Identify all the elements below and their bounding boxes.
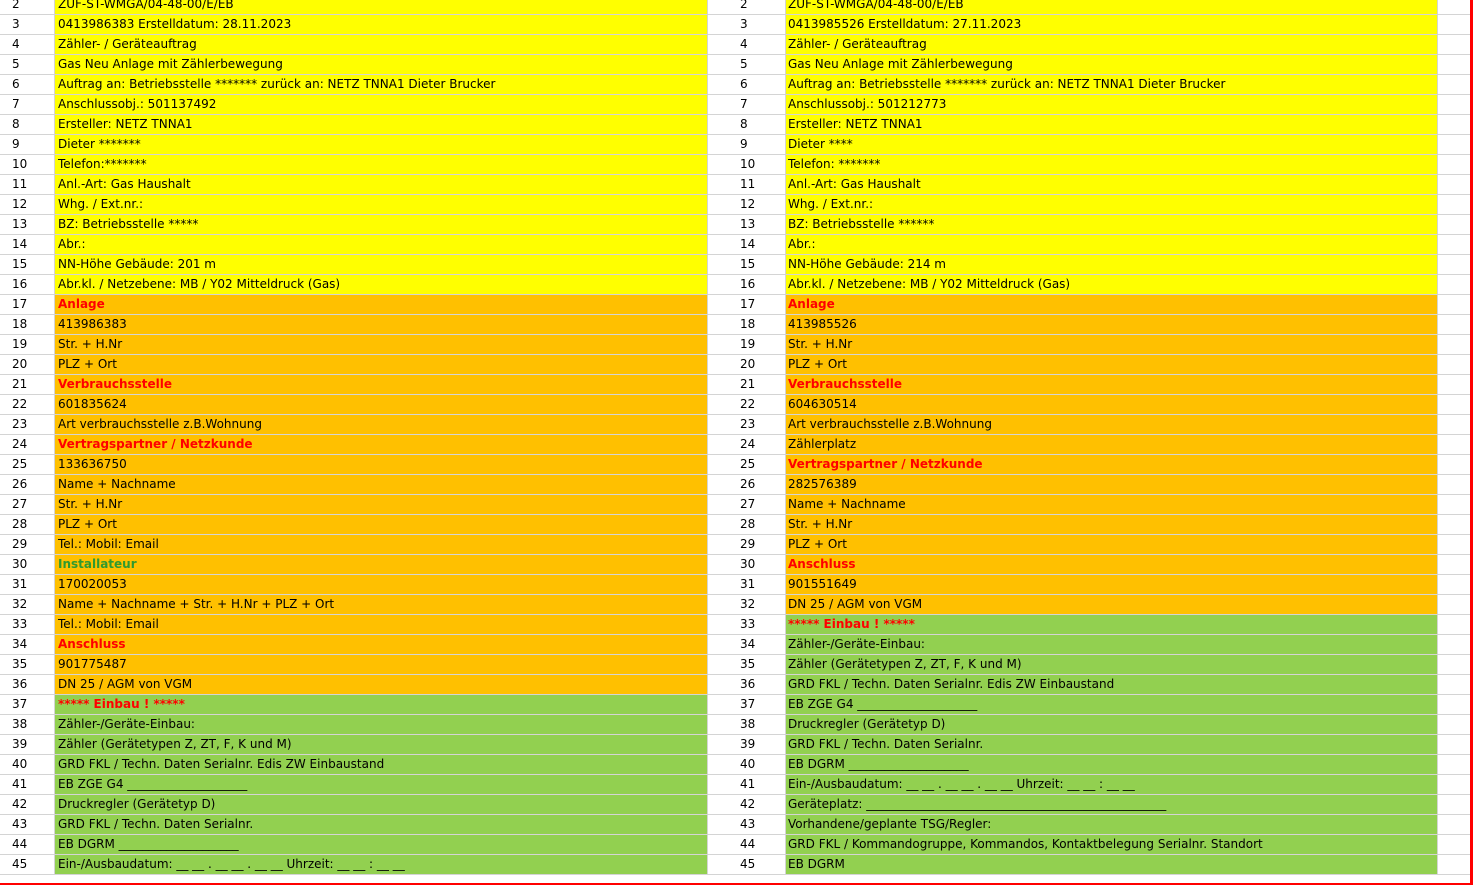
row-number-cell-left[interactable]: 27 xyxy=(0,495,55,515)
table-row xyxy=(0,15,1473,35)
text-cell-right[interactable]: Auftrag an: Betriebsstelle ******* zurück an: NETZ TNNA1 Dieter Brucker xyxy=(786,75,1438,95)
row-number-cell-left[interactable]: 23 xyxy=(0,415,55,435)
row-number-cell-right[interactable]: 4 xyxy=(708,35,786,55)
text-cell-right[interactable]: Anschluss xyxy=(786,555,1438,575)
table-row xyxy=(0,435,1473,455)
text-cell-right[interactable]: Zähler (Gerätetypen Z, ZT, F, K und M) xyxy=(786,655,1438,675)
text-cell-right[interactable]: Art verbrauchsstelle z.B.Wohnung xyxy=(786,415,1438,435)
table-row xyxy=(0,295,1473,315)
text-cell-left[interactable]: Abr.kl. / Netzebene: MB / Y02 Mitteldruck (Gas) xyxy=(55,275,708,295)
row-number-cell-right[interactable]: 44 xyxy=(708,835,786,855)
row-number-cell-right[interactable]: 37 xyxy=(708,695,786,715)
empty-cell[interactable] xyxy=(1438,435,1473,455)
row-number-cell-left[interactable]: 12 xyxy=(0,195,55,215)
table-row xyxy=(0,135,1473,155)
text-cell-right[interactable]: Anschlussobj.: 501212773 xyxy=(786,95,1438,115)
text-cell-right[interactable]: Dieter **** xyxy=(786,135,1438,155)
empty-cell[interactable] xyxy=(1438,195,1473,215)
row-number-cell-left[interactable]: 5 xyxy=(0,55,55,75)
text-cell-left[interactable]: Zähler-/Geräte-Einbau: xyxy=(55,715,708,735)
text-cell-right[interactable]: Ein-/Ausbaudatum: __ __ . __ __ . __ __ Uhrzeit: __ __ : __ __ xyxy=(786,775,1438,795)
text-cell-left[interactable]: 0413986383 Erstelldatum: 28.11.2023 xyxy=(55,15,708,35)
row-number-cell-left[interactable]: 21 xyxy=(0,375,55,395)
table-row xyxy=(0,595,1473,615)
empty-cell[interactable] xyxy=(1438,775,1473,795)
text-cell-left[interactable]: Anschluss xyxy=(55,635,708,655)
text-cell-right[interactable]: ZUF-ST-WMGA/04-48-00/E/EB xyxy=(786,0,1438,15)
table-row xyxy=(0,35,1473,55)
table-row xyxy=(0,275,1473,295)
text-cell-right[interactable]: Gas Neu Anlage mit Zählerbewegung xyxy=(786,55,1438,75)
empty-cell[interactable] xyxy=(1438,855,1473,875)
empty-cell[interactable] xyxy=(1438,295,1473,315)
row-number-cell-left[interactable]: 2 xyxy=(0,0,55,15)
row-number-cell-right[interactable]: 25 xyxy=(708,455,786,475)
empty-cell[interactable] xyxy=(1438,155,1473,175)
text-cell-left[interactable]: Art verbrauchsstelle z.B.Wohnung xyxy=(55,415,708,435)
text-cell-left[interactable]: GRD FKL / Techn. Daten Serialnr. xyxy=(55,815,708,835)
row-number-cell-left[interactable]: 11 xyxy=(0,175,55,195)
text-cell-right[interactable]: EB DGRM xyxy=(786,855,1438,875)
text-cell-right[interactable]: ***** Einbau ! ***** xyxy=(786,615,1438,635)
text-cell-right[interactable]: Anl.-Art: Gas Haushalt xyxy=(786,175,1438,195)
empty-cell[interactable] xyxy=(1438,595,1473,615)
text-cell-left[interactable]: Name + Nachname xyxy=(55,475,708,495)
text-cell-right[interactable]: 282576389 xyxy=(786,475,1438,495)
text-cell-right[interactable]: Vorhandene/geplante TSG/Regler: xyxy=(786,815,1438,835)
row-number-cell-right[interactable]: 32 xyxy=(708,595,786,615)
row-number-cell-left[interactable]: 33 xyxy=(0,615,55,635)
text-cell-right[interactable]: Ersteller: NETZ TNNA1 xyxy=(786,115,1438,135)
empty-cell[interactable] xyxy=(1438,675,1473,695)
text-cell-left[interactable]: Tel.: Mobil: Email xyxy=(55,535,708,555)
row-number-cell-right[interactable]: 26 xyxy=(708,475,786,495)
table-row xyxy=(0,395,1473,415)
table-row xyxy=(0,535,1473,555)
row-number-cell-right[interactable]: 17 xyxy=(708,295,786,315)
row-number-cell-right[interactable]: 40 xyxy=(708,755,786,775)
empty-cell[interactable] xyxy=(1438,795,1473,815)
text-cell-right[interactable]: Abr.kl. / Netzebene: MB / Y02 Mitteldruck (Gas) xyxy=(786,275,1438,295)
row-number-cell-left[interactable]: 34 xyxy=(0,635,55,655)
row-number-cell-right[interactable]: 8 xyxy=(708,115,786,135)
text-cell-left[interactable]: Anschlussobj.: 501137492 xyxy=(55,95,708,115)
row-number-cell-left[interactable]: 3 xyxy=(0,15,55,35)
text-cell-right[interactable]: EB ZGE G4 ____________________ xyxy=(786,695,1438,715)
table-row xyxy=(0,855,1473,875)
text-cell-left[interactable]: DN 25 / AGM von VGM xyxy=(55,675,708,695)
row-number-cell-left[interactable]: 42 xyxy=(0,795,55,815)
text-cell-left[interactable]: 170020053 xyxy=(55,575,708,595)
table-row xyxy=(0,475,1473,495)
row-number-cell-left[interactable]: 6 xyxy=(0,75,55,95)
text-cell-left[interactable]: Whg. / Ext.nr.: xyxy=(55,195,708,215)
empty-cell[interactable] xyxy=(1438,695,1473,715)
table-row xyxy=(0,415,1473,435)
table-row xyxy=(0,575,1473,595)
text-cell-right[interactable]: Name + Nachname xyxy=(786,495,1438,515)
table-row xyxy=(0,315,1473,335)
text-cell-right[interactable]: GRD FKL / Techn. Daten Serialnr. xyxy=(786,735,1438,755)
empty-cell[interactable] xyxy=(1438,635,1473,655)
row-number-cell-right[interactable]: 27 xyxy=(708,495,786,515)
text-cell-left[interactable]: EB DGRM ____________________ xyxy=(55,835,708,855)
row-number-cell-right[interactable]: 41 xyxy=(708,775,786,795)
empty-cell[interactable] xyxy=(1438,0,1473,15)
row-number-cell-left[interactable]: 22 xyxy=(0,395,55,415)
empty-cell[interactable] xyxy=(1438,335,1473,355)
text-cell-right[interactable]: 413985526 xyxy=(786,315,1438,335)
row-number-cell-right[interactable]: 22 xyxy=(708,395,786,415)
table-row xyxy=(0,555,1473,575)
text-cell-right[interactable]: 604630514 xyxy=(786,395,1438,415)
row-number-cell-left[interactable]: 26 xyxy=(0,475,55,495)
text-cell-right[interactable]: Telefon: ******* xyxy=(786,155,1438,175)
row-number-cell-right[interactable]: 19 xyxy=(708,335,786,355)
text-cell-right[interactable]: 0413985526 Erstelldatum: 27.11.2023 xyxy=(786,15,1438,35)
text-cell-right[interactable]: Whg. / Ext.nr.: xyxy=(786,195,1438,215)
table-row xyxy=(0,515,1473,535)
text-cell-left[interactable]: 413986383 xyxy=(55,315,708,335)
table-row xyxy=(0,215,1473,235)
text-cell-left[interactable]: Zähler- / Geräteauftrag xyxy=(55,35,708,55)
text-cell-right[interactable]: EB DGRM ____________________ xyxy=(786,755,1438,775)
row-number-cell-left[interactable]: 41 xyxy=(0,775,55,795)
text-cell-right[interactable]: Abr.: xyxy=(786,235,1438,255)
text-cell-left[interactable]: Vertragspartner / Netzkunde xyxy=(55,435,708,455)
table-row xyxy=(0,375,1473,395)
text-cell-right[interactable]: Geräteplatz: __________________________________________________ xyxy=(786,795,1438,815)
row-number-cell-right[interactable]: 39 xyxy=(708,735,786,755)
text-cell-left[interactable]: Anlage xyxy=(55,295,708,315)
text-cell-right[interactable]: BZ: Betriebsstelle ****** xyxy=(786,215,1438,235)
row-number-cell-right[interactable]: 16 xyxy=(708,275,786,295)
row-number-cell-left[interactable]: 14 xyxy=(0,235,55,255)
row-number-cell-right[interactable]: 34 xyxy=(708,635,786,655)
row-number-cell-left[interactable]: 45 xyxy=(0,855,55,875)
table-row xyxy=(0,355,1473,375)
text-cell-left[interactable]: Auftrag an: Betriebsstelle ******* zurück an: NETZ TNNA1 Dieter Brucker xyxy=(55,75,708,95)
row-number-cell-left[interactable]: 13 xyxy=(0,215,55,235)
empty-cell[interactable] xyxy=(1438,15,1473,35)
text-cell-left[interactable]: Dieter ******* xyxy=(55,135,708,155)
table-row xyxy=(0,75,1473,95)
row-number-cell-right[interactable]: 29 xyxy=(708,535,786,555)
text-cell-left[interactable]: Abr.: xyxy=(55,235,708,255)
table-row xyxy=(0,195,1473,215)
row-number-cell-left[interactable]: 25 xyxy=(0,455,55,475)
row-number-cell-left[interactable]: 20 xyxy=(0,355,55,375)
table-row xyxy=(0,335,1473,355)
row-number-cell-right[interactable]: 20 xyxy=(708,355,786,375)
row-number-cell-left[interactable]: 8 xyxy=(0,115,55,135)
empty-cell[interactable] xyxy=(1438,755,1473,775)
row-number-cell-right[interactable]: 35 xyxy=(708,655,786,675)
row-number-cell-right[interactable]: 21 xyxy=(708,375,786,395)
text-cell-right[interactable]: Verbrauchsstelle xyxy=(786,375,1438,395)
text-cell-left[interactable]: 901775487 xyxy=(55,655,708,675)
text-cell-left[interactable]: ZUF-ST-WMGA/04-48-00/E/EB xyxy=(55,0,708,15)
text-cell-right[interactable]: Str. + H.Nr xyxy=(786,515,1438,535)
table-row xyxy=(0,715,1473,735)
row-number-cell-right[interactable]: 9 xyxy=(708,135,786,155)
table-row xyxy=(0,815,1473,835)
row-number-cell-left[interactable]: 29 xyxy=(0,535,55,555)
text-cell-right[interactable]: PLZ + Ort xyxy=(786,355,1438,375)
table-row xyxy=(0,255,1473,275)
row-number-cell-left[interactable]: 19 xyxy=(0,335,55,355)
row-number-cell-left[interactable]: 35 xyxy=(0,655,55,675)
row-number-cell-left[interactable]: 17 xyxy=(0,295,55,315)
text-cell-right[interactable]: GRD FKL / Techn. Daten Serialnr. Edis ZW Einbaustand xyxy=(786,675,1438,695)
text-cell-left[interactable]: Gas Neu Anlage mit Zählerbewegung xyxy=(55,55,708,75)
text-cell-left[interactable]: Ein-/Ausbaudatum: __ __ . __ __ . __ __ Uhrzeit: __ __ : __ __ xyxy=(55,855,708,875)
row-number-cell-right[interactable]: 31 xyxy=(708,575,786,595)
text-cell-left[interactable]: PLZ + Ort xyxy=(55,355,708,375)
text-cell-right[interactable]: Zählerplatz xyxy=(786,435,1438,455)
empty-cell[interactable] xyxy=(1438,515,1473,535)
row-number-cell-left[interactable]: 44 xyxy=(0,835,55,855)
empty-cell[interactable] xyxy=(1438,35,1473,55)
table-row xyxy=(0,235,1473,255)
row-number-cell-right[interactable]: 10 xyxy=(708,155,786,175)
text-cell-left[interactable]: Zähler (Gerätetypen Z, ZT, F, K und M) xyxy=(55,735,708,755)
table-row xyxy=(0,835,1473,855)
text-cell-left[interactable]: Verbrauchsstelle xyxy=(55,375,708,395)
text-cell-right[interactable]: Str. + H.Nr xyxy=(786,335,1438,355)
row-number-cell-right[interactable]: 36 xyxy=(708,675,786,695)
text-cell-left[interactable]: NN-Höhe Gebäude: 201 m xyxy=(55,255,708,275)
empty-cell[interactable] xyxy=(1438,235,1473,255)
text-cell-left[interactable]: ***** Einbau ! ***** xyxy=(55,695,708,715)
empty-cell[interactable] xyxy=(1438,315,1473,335)
table-row xyxy=(0,55,1473,75)
empty-cell[interactable] xyxy=(1438,575,1473,595)
row-number-cell-right[interactable]: 12 xyxy=(708,195,786,215)
table-row xyxy=(0,675,1473,695)
row-number-cell-right[interactable]: 24 xyxy=(708,435,786,455)
row-number-cell-left[interactable]: 32 xyxy=(0,595,55,615)
text-cell-right[interactable]: DN 25 / AGM von VGM xyxy=(786,595,1438,615)
empty-cell[interactable] xyxy=(1438,475,1473,495)
row-number-cell-right[interactable]: 5 xyxy=(708,55,786,75)
text-cell-left[interactable]: Anl.-Art: Gas Haushalt xyxy=(55,175,708,195)
text-cell-left[interactable]: Str. + H.Nr xyxy=(55,335,708,355)
empty-cell[interactable] xyxy=(1438,615,1473,635)
table-row xyxy=(0,495,1473,515)
row-number-cell-right[interactable]: 30 xyxy=(708,555,786,575)
text-cell-left[interactable]: Installateur xyxy=(55,555,708,575)
text-cell-right[interactable]: Zähler-/Geräte-Einbau: xyxy=(786,635,1438,655)
text-cell-left[interactable]: 133636750 xyxy=(55,455,708,475)
text-cell-left[interactable]: Druckregler (Gerätetyp D) xyxy=(55,795,708,815)
row-number-cell-left[interactable]: 31 xyxy=(0,575,55,595)
text-cell-right[interactable]: Anlage xyxy=(786,295,1438,315)
row-number-cell-left[interactable]: 9 xyxy=(0,135,55,155)
empty-cell[interactable] xyxy=(1438,75,1473,95)
row-number-cell-left[interactable]: 16 xyxy=(0,275,55,295)
text-cell-right[interactable]: PLZ + Ort xyxy=(786,535,1438,555)
row-number-cell-left[interactable]: 40 xyxy=(0,755,55,775)
table-row xyxy=(0,655,1473,675)
empty-cell[interactable] xyxy=(1438,215,1473,235)
text-cell-left[interactable]: BZ: Betriebsstelle ***** xyxy=(55,215,708,235)
text-cell-right[interactable]: NN-Höhe Gebäude: 214 m xyxy=(786,255,1438,275)
row-number-cell-right[interactable]: 11 xyxy=(708,175,786,195)
empty-cell[interactable] xyxy=(1438,255,1473,275)
row-number-cell-left[interactable]: 36 xyxy=(0,675,55,695)
table-row xyxy=(0,695,1473,715)
row-number-cell-left[interactable]: 15 xyxy=(0,255,55,275)
empty-cell[interactable] xyxy=(1438,655,1473,675)
row-number-cell-right[interactable]: 42 xyxy=(708,795,786,815)
row-number-cell-left[interactable]: 4 xyxy=(0,35,55,55)
empty-cell[interactable] xyxy=(1438,835,1473,855)
table-row xyxy=(0,615,1473,635)
row-number-cell-left[interactable]: 24 xyxy=(0,435,55,455)
row-number-cell-right[interactable]: 18 xyxy=(708,315,786,335)
table-row xyxy=(0,795,1473,815)
empty-cell[interactable] xyxy=(1438,415,1473,435)
empty-cell[interactable] xyxy=(1438,395,1473,415)
text-cell-left[interactable]: PLZ + Ort xyxy=(55,515,708,535)
text-cell-right[interactable]: GRD FKL / Kommandogruppe, Kommandos, Kontaktbelegung Serialnr. Standort xyxy=(786,835,1438,855)
text-cell-right[interactable]: Zähler- / Geräteauftrag xyxy=(786,35,1438,55)
empty-cell[interactable] xyxy=(1438,535,1473,555)
row-number-cell-left[interactable]: 28 xyxy=(0,515,55,535)
empty-cell[interactable] xyxy=(1438,735,1473,755)
row-number-cell-right[interactable]: 13 xyxy=(708,215,786,235)
empty-cell[interactable] xyxy=(1438,455,1473,475)
empty-cell[interactable] xyxy=(1438,555,1473,575)
empty-cell[interactable] xyxy=(1438,375,1473,395)
text-cell-left[interactable]: GRD FKL / Techn. Daten Serialnr. Edis ZW Einbaustand xyxy=(55,755,708,775)
row-number-cell-left[interactable]: 30 xyxy=(0,555,55,575)
empty-cell[interactable] xyxy=(1438,55,1473,75)
empty-cell[interactable] xyxy=(1438,115,1473,135)
empty-cell[interactable] xyxy=(1438,815,1473,835)
row-number-cell-left[interactable]: 37 xyxy=(0,695,55,715)
empty-cell[interactable] xyxy=(1438,275,1473,295)
row-number-cell-left[interactable]: 38 xyxy=(0,715,55,735)
row-number-cell-right[interactable]: 38 xyxy=(708,715,786,735)
row-number-cell-right[interactable]: 23 xyxy=(708,415,786,435)
text-cell-left[interactable]: EB ZGE G4 ____________________ xyxy=(55,775,708,795)
empty-cell[interactable] xyxy=(1438,495,1473,515)
text-cell-right[interactable]: 901551649 xyxy=(786,575,1438,595)
row-number-cell-left[interactable]: 18 xyxy=(0,315,55,335)
table-row xyxy=(0,775,1473,795)
table-row xyxy=(0,95,1473,115)
row-number-cell-right[interactable]: 28 xyxy=(708,515,786,535)
empty-cell[interactable] xyxy=(1438,175,1473,195)
text-cell-left[interactable]: 601835624 xyxy=(55,395,708,415)
table-row xyxy=(0,155,1473,175)
table-row xyxy=(0,635,1473,655)
table-row xyxy=(0,455,1473,475)
row-number-cell-right[interactable]: 43 xyxy=(708,815,786,835)
table-row xyxy=(0,115,1473,135)
row-number-cell-left[interactable]: 7 xyxy=(0,95,55,115)
text-cell-left[interactable]: Ersteller: NETZ TNNA1 xyxy=(55,115,708,135)
empty-cell[interactable] xyxy=(1438,355,1473,375)
text-cell-right[interactable]: Druckregler (Gerätetyp D) xyxy=(786,715,1438,735)
text-cell-left[interactable]: Str. + H.Nr xyxy=(55,495,708,515)
row-number-cell-right[interactable]: 3 xyxy=(708,15,786,35)
row-number-cell-right[interactable]: 2 xyxy=(708,0,786,15)
row-number-cell-right[interactable]: 45 xyxy=(708,855,786,875)
text-cell-left[interactable]: Tel.: Mobil: Email xyxy=(55,615,708,635)
text-cell-left[interactable]: Name + Nachname + Str. + H.Nr + PLZ + Ort xyxy=(55,595,708,615)
row-number-cell-right[interactable]: 6 xyxy=(708,75,786,95)
empty-cell[interactable] xyxy=(1438,135,1473,155)
table-row xyxy=(0,755,1473,775)
row-number-cell-right[interactable]: 7 xyxy=(708,95,786,115)
empty-cell[interactable] xyxy=(1438,95,1473,115)
row-number-cell-right[interactable]: 14 xyxy=(708,235,786,255)
empty-cell[interactable] xyxy=(1438,715,1473,735)
text-cell-right[interactable]: Vertragspartner / Netzkunde xyxy=(786,455,1438,475)
row-number-cell-right[interactable]: 15 xyxy=(708,255,786,275)
table-row xyxy=(0,735,1473,755)
table-row xyxy=(0,0,1473,15)
table-row xyxy=(0,175,1473,195)
row-number-cell-left[interactable]: 39 xyxy=(0,735,55,755)
row-number-cell-left[interactable]: 43 xyxy=(0,815,55,835)
row-number-cell-left[interactable]: 10 xyxy=(0,155,55,175)
row-number-cell-right[interactable]: 33 xyxy=(708,615,786,635)
text-cell-left[interactable]: Telefon:******* xyxy=(55,155,708,175)
